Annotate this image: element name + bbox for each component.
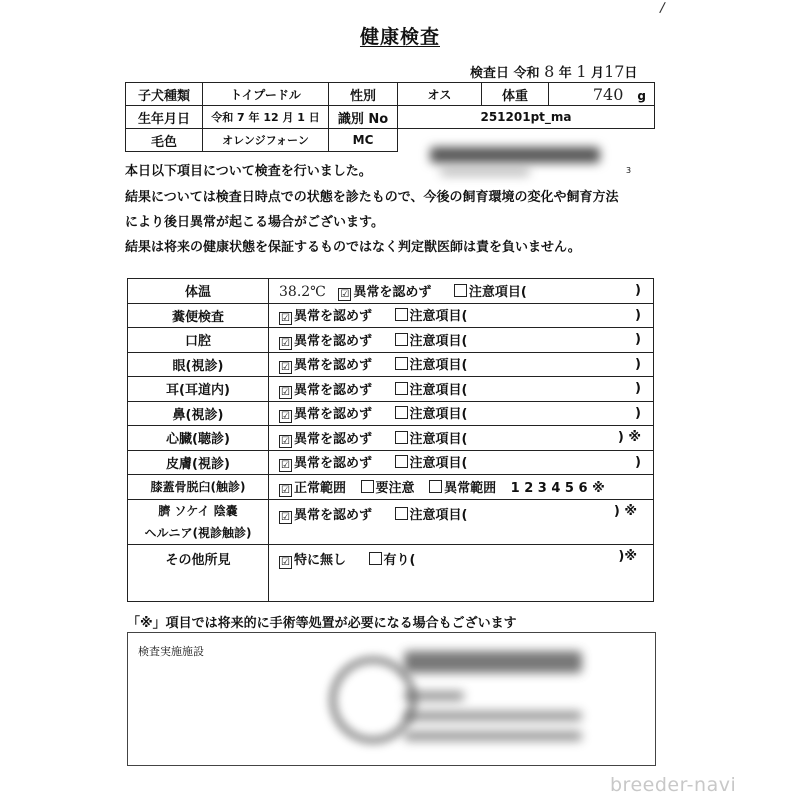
option-caution-needed-label: 要注意: [375, 480, 415, 496]
exam-row: [128, 352, 654, 377]
exam-label: 皮膚(視診): [128, 450, 269, 475]
exam-value: [269, 450, 654, 475]
option-normal-label: 異常を認めず: [353, 284, 432, 300]
other-label: その他所見: [128, 544, 269, 601]
checkbox-normal[interactable]: ☑: [279, 459, 292, 472]
checkbox-normal[interactable]: ☑: [279, 511, 292, 524]
small-mark: 3: [626, 166, 632, 175]
patella-value: [269, 475, 654, 500]
option-caution-label: 注意項目(: [409, 456, 468, 472]
exam-value: [269, 303, 654, 328]
option-normal-label: 異常を認めず: [294, 507, 373, 523]
weight-unit: g: [637, 88, 646, 103]
option-normal-label: 異常を認めず: [294, 407, 373, 423]
exam-value: [269, 352, 654, 377]
puppy-info-table: [125, 82, 655, 152]
corner-pen-mark: /: [658, 0, 667, 17]
exam-label: 耳(耳道内): [128, 377, 269, 402]
exam-row: [128, 377, 654, 402]
option-caution-label: 注意項目(: [409, 382, 468, 398]
checkbox-normal-range[interactable]: ☑: [279, 484, 292, 497]
color-value: オレンジフォーン: [203, 129, 329, 152]
exam-row: [128, 303, 654, 328]
option-abnormal-range-label: 異常範囲: [444, 480, 497, 496]
color-code: MC: [329, 129, 398, 152]
exam-date-year: 8: [544, 62, 555, 81]
option-caution-label: 注意項目(: [409, 309, 468, 325]
checkbox-caution[interactable]: [395, 507, 408, 520]
option-caution-label: 注意項目(: [409, 358, 468, 374]
exam-date-day: 17: [604, 62, 625, 81]
patella-grades: 1 2 3 4 5 6 ※: [510, 480, 605, 496]
checkbox-normal[interactable]: ☑: [279, 386, 292, 399]
close-paren: ) ※: [617, 430, 641, 445]
checkbox-caution[interactable]: [395, 455, 408, 468]
option-present-label: 有り(: [383, 552, 416, 568]
paragraph-2: 結果については検査日時点での状態を診たもので、今後の飼育環境の変化や飼育方法: [125, 190, 619, 205]
checkbox-caution[interactable]: [454, 284, 467, 297]
sex-value: オス: [398, 83, 482, 106]
footnote: 「※」項目では将来的に手術等処置が必要になる場合もございます: [127, 616, 517, 631]
exam-label: 心臓(聴診): [128, 426, 269, 451]
close-paren: ): [635, 307, 641, 323]
redacted-facility-phone: [404, 731, 582, 741]
close-paren: ): [635, 381, 641, 396]
checkbox-abnormal-range[interactable]: [429, 480, 442, 493]
checkbox-caution[interactable]: [395, 357, 408, 370]
exam-date-month: 1: [576, 62, 587, 81]
option-none-label: 特に無し: [294, 552, 347, 568]
dob-value: 令和 7 年 12 月 1 日: [203, 106, 329, 129]
exam-row: [128, 328, 654, 353]
checkbox-none[interactable]: ☑: [279, 556, 292, 569]
hernia-value: [269, 499, 654, 544]
paragraph-4: 結果は将来の健康状態を保証するものではなく判定獣医師は責を負いません。: [125, 240, 581, 255]
exam-row: [128, 426, 654, 451]
exam-label: 鼻(視診): [128, 401, 269, 426]
exam-date: [470, 62, 637, 81]
document-title: 健康検査: [359, 26, 440, 48]
checkbox-caution[interactable]: [395, 431, 408, 444]
checkbox-normal[interactable]: ☑: [279, 410, 292, 423]
exam-value: [269, 328, 654, 353]
hernia-label-line2: ヘルニア(視診触診): [144, 525, 252, 540]
option-normal-label: 異常を認めず: [294, 333, 373, 349]
redacted-breeder-name: [430, 147, 600, 163]
exam-row-patella: [128, 475, 654, 500]
checkbox-caution[interactable]: [395, 406, 408, 419]
exam-label: 糞便検査: [128, 303, 269, 328]
hernia-label-line1: 臍 ソケイ 陰嚢: [158, 503, 238, 518]
close-paren: ): [635, 332, 641, 347]
checkbox-caution-needed[interactable]: [361, 480, 374, 493]
option-normal-label: 異常を認めず: [294, 309, 373, 325]
facility-label: 検査実施施設: [138, 645, 204, 658]
close-paren: ): [635, 283, 641, 298]
paragraph-3: により後日異常が起こる場合がございます。: [125, 215, 384, 230]
close-paren: ): [635, 405, 641, 421]
day-unit: 日: [624, 66, 638, 81]
weight-value: 740: [592, 84, 624, 104]
exam-value: [269, 401, 654, 426]
option-caution-label: 注意項目(: [409, 507, 468, 523]
redacted-facility-postal: [404, 691, 464, 701]
redacted-facility-name: [404, 651, 582, 673]
checkbox-normal[interactable]: ☑: [279, 337, 292, 350]
exam-value: [269, 377, 654, 402]
checkbox-normal[interactable]: ☑: [279, 435, 292, 448]
id-value: 251201pt_ma: [398, 106, 655, 129]
exam-label: 眼(視診): [128, 352, 269, 377]
id-label: 識別 No: [329, 106, 398, 129]
exam-results-table: [127, 278, 654, 602]
exam-value: [269, 426, 654, 451]
checkbox-normal[interactable]: ☑: [279, 312, 292, 325]
year-unit: 年: [558, 66, 572, 81]
close-paren: ): [635, 454, 641, 470]
breed-value: トイプードル: [203, 83, 329, 106]
sex-label: 性別: [329, 83, 398, 106]
info-row-breed: [126, 83, 655, 106]
redacted-sub-text: [440, 168, 530, 176]
exam-label: 口腔: [128, 328, 269, 353]
exam-row-other: [128, 544, 654, 601]
redacted-facility-address: [404, 711, 582, 721]
dob-label: 生年月日: [126, 106, 203, 129]
option-normal-label: 異常を認めず: [294, 358, 373, 374]
option-caution-label: 注意項目(: [409, 407, 468, 423]
option-caution-label: 注意項目(: [468, 284, 527, 300]
breed-label: 子犬種類: [126, 83, 203, 106]
exam-value: [269, 279, 654, 304]
checkbox-normal[interactable]: ☑: [279, 361, 292, 374]
facility-box: [127, 632, 656, 766]
temperature-value: 38.2℃: [279, 283, 326, 300]
color-label: 毛色: [126, 129, 203, 152]
option-normal-label: 異常を認めず: [294, 431, 373, 447]
watermark: breeder-navi: [610, 774, 737, 796]
exam-date-label: 検査日 令和: [470, 66, 540, 81]
checkbox-caution[interactable]: [395, 308, 408, 321]
exam-row-hernia: [128, 499, 654, 544]
option-caution-label: 注意項目(: [409, 333, 468, 349]
close-paren: ): [635, 356, 641, 372]
month-unit: 月: [591, 66, 605, 81]
close-paren: ) ※: [613, 503, 637, 519]
checkbox-caution[interactable]: [395, 333, 408, 346]
checkbox-normal[interactable]: ☑: [338, 288, 351, 301]
exam-label: 体温: [128, 279, 269, 304]
exam-row: [128, 279, 654, 304]
close-paren: )※: [618, 548, 637, 564]
weight-cell: [549, 83, 655, 106]
checkbox-caution[interactable]: [395, 382, 408, 395]
paragraph-1: 本日以下項目について検査を行いました。: [125, 164, 372, 179]
exam-row: [128, 450, 654, 475]
weight-label: 体重: [482, 83, 549, 106]
hernia-label: [128, 499, 269, 544]
checkbox-present[interactable]: [369, 552, 382, 565]
option-caution-label: 注意項目(: [409, 431, 468, 447]
patella-label: 膝蓋骨脱臼(触診): [128, 475, 269, 500]
exam-row: [128, 401, 654, 426]
option-normal-range-label: 正常範囲: [294, 480, 347, 496]
option-normal-label: 異常を認めず: [294, 456, 373, 472]
info-row-dob: [126, 106, 655, 129]
other-value: [269, 544, 654, 601]
option-normal-label: 異常を認めず: [294, 382, 373, 398]
